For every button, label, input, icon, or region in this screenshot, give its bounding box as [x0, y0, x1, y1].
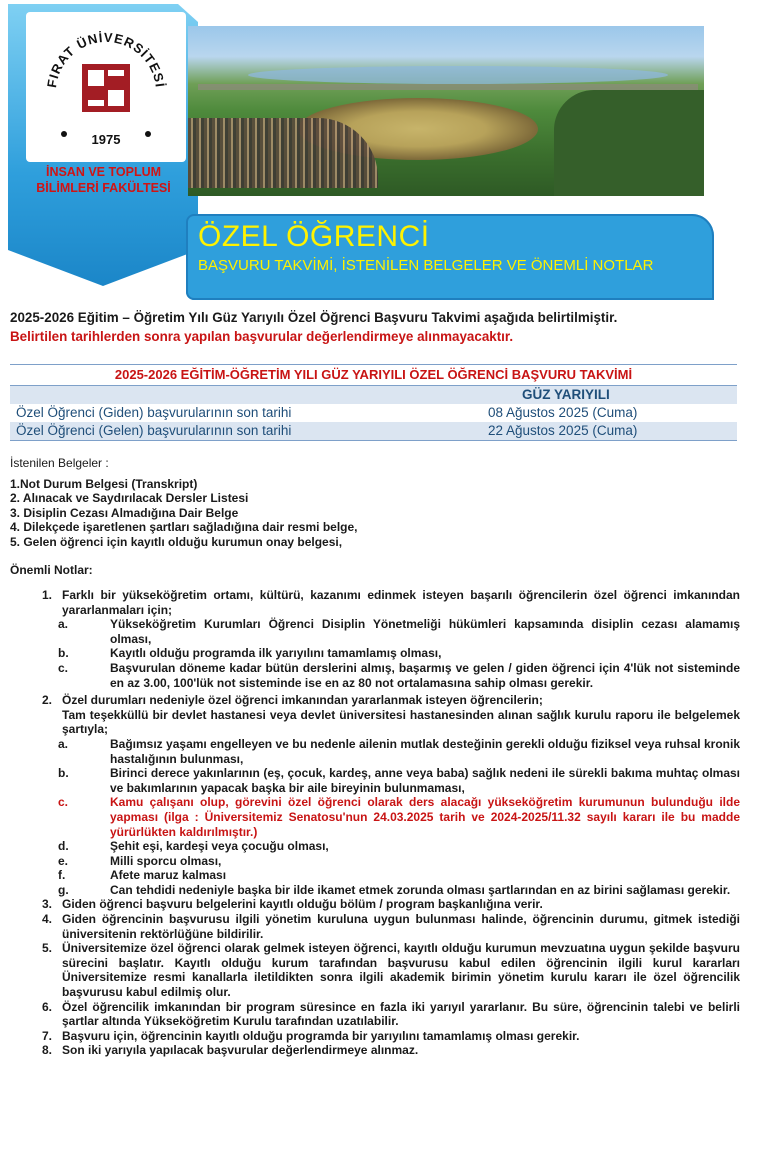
application-calendar-table	[10, 364, 737, 441]
note-text: Başvuru için, öğrencinin kayıtlı olduğu programda bir yarıyılını tamamlamış olması gerekir.	[62, 1028, 580, 1043]
note-number: 2.	[41, 693, 52, 708]
note-number: 8.	[41, 1043, 52, 1058]
list-item: 2. Alınacak ve Saydırılacak Dersler Listesi	[10, 491, 249, 505]
note-text: Son iki yarıyıla yapılacak başvurular değerlendirmeye alınmaz.	[62, 1043, 419, 1058]
note-subitem	[58, 868, 740, 883]
note-item	[30, 693, 740, 708]
note-item	[30, 588, 740, 617]
university-logo	[26, 12, 186, 162]
subitem-letter: a.	[58, 736, 69, 751]
note-subitem	[58, 737, 740, 766]
list-item: 3. Disiplin Cezası Almadığına Dair Belge	[10, 505, 239, 520]
note-text: Farklı bir yükseköğretim ortamı, kültürü, kazanımı edinmek isteyen başarılı öğrencilerin özel öğrenci imkanından yararlanmaları için;	[62, 588, 740, 617]
note-number: 1.	[41, 588, 52, 602]
subitem-text: Yükseköğretim Kurumları Öğrenci Disiplin Yönetmeliği hükümleri kapsamında disiplin cezası alamamış olması,	[110, 617, 740, 646]
subitem-text: Birinci derece yakınlarının (eş, çocuk, kardeş, anne veya baba) sağlık nedeni ile sürekli bakıma muhtaç olması ve bakımlarının yapacak başka bir aile bireyinin bulunmaması,	[110, 766, 740, 795]
faculty-name-line2: BİLİMLERİ FAKÜLTESİ	[36, 181, 171, 195]
row-label: Özel Öğrenci (Giden) başvurularının son tarihi	[16, 405, 292, 420]
list-item: 1.Not Durum Belgesi (Transkript)	[10, 476, 198, 491]
subitem-letter: e.	[58, 853, 69, 868]
table-row	[10, 404, 737, 422]
subitem-letter: b.	[58, 646, 69, 661]
svg-text:FIRAT ÜNİVERSİTESİ: FIRAT ÜNİVERSİTESİ	[44, 29, 168, 89]
note-text: Üniversitemize özel öğrenci olarak gelmek isteyen öğrenci, kayıtlı olduğu kurumun mevzuatına uygun şekilde başvuru sürecini başlatır. Kayıtlı olduğu kurum tarafından başvurusu kabul edilen öğrencinin ilgili kurul kararları Üniversitemize resmi kanallarla iletildikten sonra ilgili akademik birimin yönetim kurulu kararı ile özel öğrencilik başvurusu kabul edilmiş olur.	[62, 941, 740, 1000]
subitem-letter: d.	[58, 839, 69, 854]
row-date: 22 Ağustos 2025 (Cuma)	[488, 423, 638, 438]
note-subitem	[58, 661, 740, 690]
note-subitem	[58, 839, 740, 854]
subitem-text: Milli sporcu olması,	[110, 853, 222, 868]
campus-photo	[188, 26, 704, 196]
note-subitem	[58, 883, 740, 898]
subitem-text: Şehit eşi, kardeşi veya çocuğu olması,	[110, 839, 329, 854]
note-number: 3.	[41, 897, 52, 912]
list-item: 4. Dilekçede işaretlenen şartları sağladığına dair resmi belge,	[10, 520, 358, 534]
note-item	[30, 912, 740, 941]
faculty-name-line1: İNSAN VE TOPLUM	[45, 165, 162, 179]
column-header: GÜZ YARIYILI	[522, 387, 610, 402]
important-notes	[30, 588, 740, 1058]
svg-text:1975: 1975	[91, 132, 121, 147]
page-title: ÖZEL ÖĞRENCİ	[198, 220, 430, 253]
table-header-row	[10, 386, 737, 404]
note-item	[30, 1043, 740, 1058]
subitem-letter: c.	[58, 795, 69, 810]
row-date: 08 Ağustos 2025 (Cuma)	[488, 405, 638, 420]
subitem-letter: c.	[58, 660, 69, 675]
intro-text	[10, 308, 760, 346]
note-item	[30, 1000, 740, 1029]
table-caption: 2025-2026 EĞİTİM-ÖĞRETİM YILI GÜZ YARIYILI ÖZEL ÖĞRENCİ BAŞVURU TAKVİMİ	[10, 364, 737, 386]
subitem-text: Kayıtlı olduğu programda ilk yarıyılını tamamlamış olması,	[110, 646, 442, 661]
note-text: Özel durumları nedeniyle özel öğrenci imkanından yararlanmak isteyen öğrencilerin;	[62, 693, 543, 708]
intro-warning: Belirtilen tarihlerden sonra yapılan başvurular değerlendirmeye alınmayacaktır.	[10, 329, 514, 344]
row-label: Özel Öğrenci (Gelen) başvurularının son tarihi	[16, 423, 292, 438]
notes-label: Önemli Notlar:	[10, 563, 93, 577]
note-item	[30, 941, 740, 999]
note-subitem	[58, 854, 740, 869]
note-subitem	[58, 617, 740, 646]
note-item	[30, 1029, 740, 1044]
note-subitem	[58, 766, 740, 795]
note-item	[30, 897, 740, 912]
note-number: 4.	[41, 912, 52, 927]
subitem-text: Can tehdidi nedeniyle başka bir ilde ikamet etmek zorunda olması şartlarından en az birini sağlaması gerekir.	[110, 882, 731, 897]
note-number: 5.	[41, 941, 52, 956]
page-subtitle: BAŞVURU TAKVİMİ, İSTENİLEN BELGELER VE ÖNEMLİ NOTLAR	[198, 257, 654, 274]
required-documents	[10, 456, 750, 549]
documents-label: İstenilen Belgeler :	[10, 456, 109, 470]
subitem-text: Bağımsız yaşamı engelleyen ve bu nedenle ailenin mutlak desteğinin gerekli olduğu fiziksel veya ruhsal kronik hastalığının bulunması,	[110, 736, 740, 766]
table-row	[10, 422, 737, 441]
subitem-letter: a.	[58, 617, 69, 632]
note-text-continued: Tam teşekküllü bir devlet hastanesi veya devlet üniversitesi hastanesinden alınan sağlık kurulu raporu ile belgelemek şartıyla;	[62, 707, 740, 737]
faculty-name	[16, 164, 191, 196]
note-subitem-repealed	[58, 795, 740, 839]
page-header	[8, 4, 728, 290]
subitem-text: Afete maruz kalması	[110, 868, 227, 883]
note-number: 6.	[41, 999, 52, 1014]
list-item: 5. Gelen öğrenci için kayıtlı olduğu kurumun onay belgesi,	[10, 534, 343, 549]
subitem-text: Kamu çalışanı olup, görevini özel öğrenci olarak ders alacağı yükseköğretim kurumunun bulunduğu ilde yapması (ilga : Üniversitemiz Senatosu'nun 24.03.2025 tarih ve 2024-2025/11.32 sayılı kararı ile bu madde yürürlükten kaldırılmıştır.)	[110, 795, 740, 839]
subitem-letter: f.	[58, 868, 66, 883]
note-text: Özel öğrencilik imkanından bir program süresince en fazla iki yarıyıl yararlanır. Bu süre, öğrencinin talebi ve belirli şartlar altında Yükseköğretim Kurulu tarafından uzatılabilir.	[62, 999, 740, 1029]
note-number: 7.	[41, 1028, 52, 1043]
note-subitem	[58, 646, 740, 661]
university-seal-icon	[44, 22, 168, 158]
subitem-letter: g.	[58, 882, 69, 897]
title-box	[186, 214, 714, 300]
note-text: Giden öğrenci başvuru belgelerini kayıtlı olduğu bölüm / program başkanlığına verir.	[62, 897, 543, 912]
subitem-letter: b.	[58, 766, 69, 781]
subitem-text: Başvurulan döneme kadar bütün derslerini almış, başarmış ve gelen / giden öğrenci için 4'lük not sisteminde en az 3.00, 100'lük not sisteminde ise en az 80 not ortalamasına sahip olması gerekir.	[110, 660, 740, 690]
note-text: Giden öğrencinin başvurusu ilgili yönetim kuruluna uygun bulunması halinde, öğrencinin durumu, gitmek istediği üniversitenin rektörlüğüne bildirilir.	[62, 912, 740, 941]
intro-line: 2025-2026 Eğitim – Öğretim Yılı Güz Yarıyılı Özel Öğrenci Başvuru Takvimi aşağıda belirtilmiştir.	[10, 310, 618, 325]
